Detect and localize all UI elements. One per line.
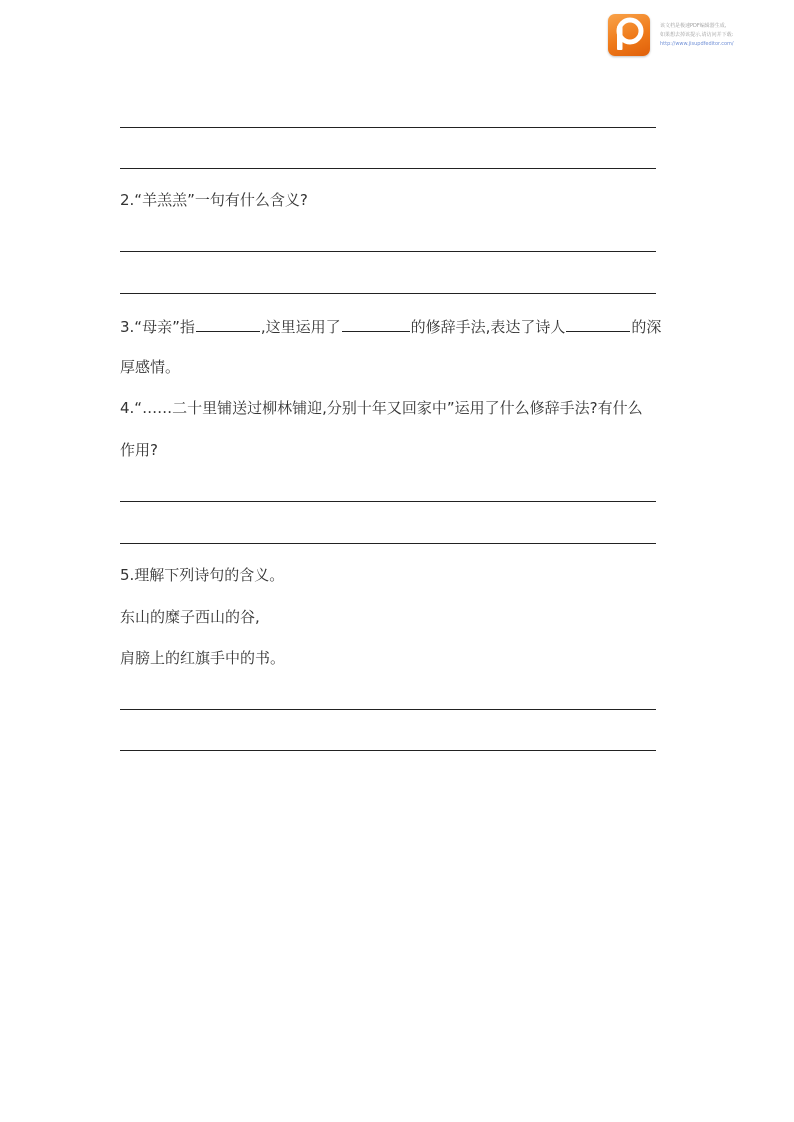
watermark-notice: [660, 22, 790, 49]
watermark-line-2: 如果想去掉该提示,请访问并下载:: [660, 32, 734, 38]
fill-blank-3[interactable]: [566, 315, 630, 332]
question-4: 4.“……二十里铺送过柳林铺迎,分别十年又回家中”运用了什么修辞手法?有什么: [120, 399, 643, 417]
question-5: 5.理解下列诗句的含义。: [120, 566, 285, 584]
answer-line-q5[interactable]: [120, 709, 656, 710]
watermark-line-1: 该文档是极速PDF编辑器生成,: [660, 23, 727, 29]
fill-blank-2[interactable]: [342, 315, 410, 332]
answer-line-q4[interactable]: [120, 543, 656, 544]
question-3-line-2: 厚感情。: [120, 358, 181, 376]
answer-line-q4[interactable]: [120, 501, 656, 502]
poem-line-1: 东山的糜子西山的谷,: [120, 608, 260, 626]
pdf-editor-logo-icon: [608, 14, 650, 56]
question-2: 2.“羊羔羔”一句有什么含义?: [120, 191, 308, 209]
question-3-part-4: 的深: [631, 318, 662, 336]
answer-line-q2[interactable]: [120, 251, 656, 252]
answer-line-q5[interactable]: [120, 750, 656, 751]
poem-line-2: 肩膀上的红旗手中的书。: [120, 649, 286, 667]
question-4-line-2: 作用?: [120, 441, 158, 459]
answer-line-q2[interactable]: [120, 293, 656, 294]
question-3-part-1: 3.“母亲”指: [120, 318, 195, 336]
watermark-url-link[interactable]: http://www.jisupdfeditor.com/: [660, 41, 734, 47]
answer-line[interactable]: [120, 168, 656, 169]
answer-line[interactable]: [120, 127, 656, 128]
question-3: [120, 315, 661, 337]
fill-blank-1[interactable]: [196, 315, 260, 332]
question-3-part-2: ,这里运用了: [260, 318, 341, 336]
question-3-part-3: 的修辞手法,表达了诗人: [410, 318, 566, 336]
